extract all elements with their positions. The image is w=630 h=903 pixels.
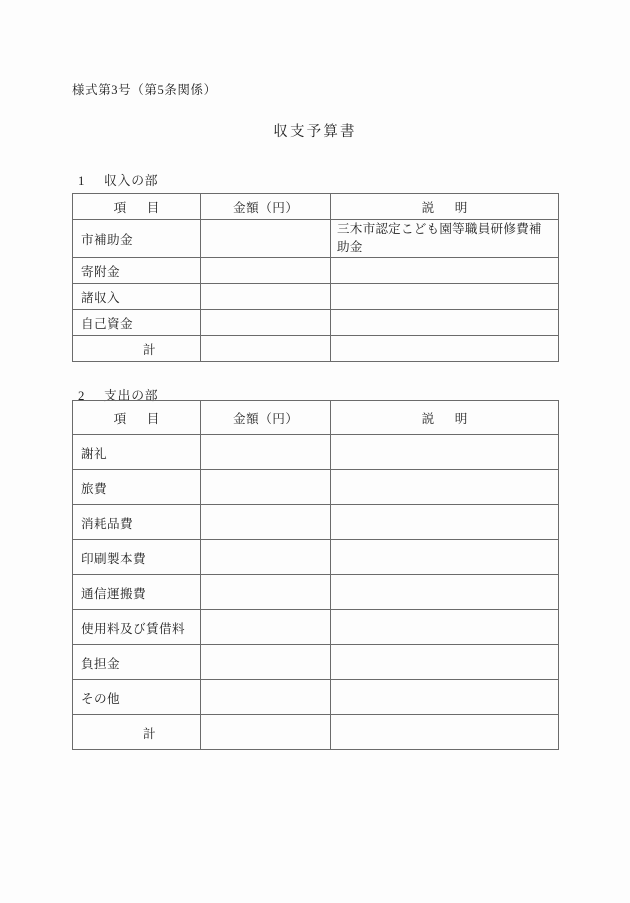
form-code-label: 様式第3号（第5条関係） [72,83,217,97]
row-amount-cell[interactable] [201,435,331,470]
total-amount-cell[interactable] [201,715,331,750]
row-amount-cell[interactable] [201,505,331,540]
row-amount-cell[interactable] [201,220,331,258]
table-row [73,470,559,505]
table-row [73,310,559,336]
column-header-amount: 金額（円） [201,401,331,435]
table-row [73,435,559,470]
row-description-cell[interactable] [331,680,559,715]
row-description-cell[interactable] [331,220,559,258]
row-amount-cell[interactable] [201,284,331,310]
section-number-expense: 2 [78,389,86,403]
column-header-item: 項 目 [73,401,201,435]
row-amount-cell[interactable] [201,575,331,610]
item-text: 通信運搬費 [81,586,146,601]
column-header-description: 説 明 [331,194,559,220]
table-row [73,575,559,610]
item-text: 旅費 [81,481,107,496]
item-text: 負担金 [81,656,120,671]
table-row [73,680,559,715]
column-header-amount: 金額（円） [201,194,331,220]
row-amount-cell[interactable] [201,310,331,336]
table-row [73,220,559,258]
description-text: 三木市認定こども園等職員研修費補助金 [337,222,542,254]
row-item-label [73,645,201,680]
row-item-label [73,220,201,258]
row-amount-cell[interactable] [201,258,331,284]
total-text: 計 [143,343,156,357]
row-description-cell[interactable] [331,258,559,284]
total-row-label [73,715,201,750]
row-item-label [73,575,201,610]
row-description-cell[interactable] [331,505,559,540]
row-amount-cell[interactable] [201,470,331,505]
column-header-description: 説 明 [331,401,559,435]
column-header-item: 項 目 [73,194,201,220]
row-amount-cell[interactable] [201,610,331,645]
row-item-label [73,284,201,310]
table-row [73,610,559,645]
section-heading-income [78,170,158,189]
item-text: その他 [81,691,120,706]
item-text: 印刷製本費 [81,551,146,566]
item-text: 謝礼 [81,446,107,461]
table-total-row [73,715,559,750]
section-number-income: 1 [78,174,86,188]
table-row [73,284,559,310]
row-description-cell[interactable] [331,645,559,680]
document-title: 収支予算書 [273,124,357,140]
row-description-cell[interactable] [331,284,559,310]
table-header-row [73,401,559,435]
table-total-row [73,336,559,362]
item-text: 使用料及び賃借料 [81,621,185,636]
table-row [73,540,559,575]
row-item-label [73,470,201,505]
table-header-row [73,194,559,220]
total-text: 計 [143,726,156,741]
row-amount-cell[interactable] [201,645,331,680]
row-description-cell[interactable] [331,575,559,610]
row-item-label [73,680,201,715]
row-item-label [73,540,201,575]
item-text: 消耗品費 [81,516,133,531]
table-row [73,505,559,540]
total-description-cell[interactable] [331,336,559,362]
total-amount-cell[interactable] [201,336,331,362]
row-item-label [73,505,201,540]
table-row [73,258,559,284]
total-description-cell[interactable] [331,715,559,750]
row-description-cell[interactable] [331,470,559,505]
item-text: 市補助金 [81,233,133,247]
row-description-cell[interactable] [331,310,559,336]
item-text: 寄附金 [81,265,120,279]
row-amount-cell[interactable] [201,540,331,575]
row-description-cell[interactable] [331,610,559,645]
row-description-cell[interactable] [331,435,559,470]
row-item-label [73,310,201,336]
total-row-label [73,336,201,362]
expense-table [72,400,559,750]
row-description-cell[interactable] [331,540,559,575]
section-title-expense: 支出の部 [104,389,159,403]
row-amount-cell[interactable] [201,680,331,715]
row-item-label [73,258,201,284]
income-table [72,193,559,362]
table-row [73,645,559,680]
row-item-label [73,610,201,645]
section-title-income: 収入の部 [104,174,159,188]
row-item-label [73,435,201,470]
item-text: 諸収入 [81,291,120,305]
item-text: 自己資金 [81,317,133,331]
